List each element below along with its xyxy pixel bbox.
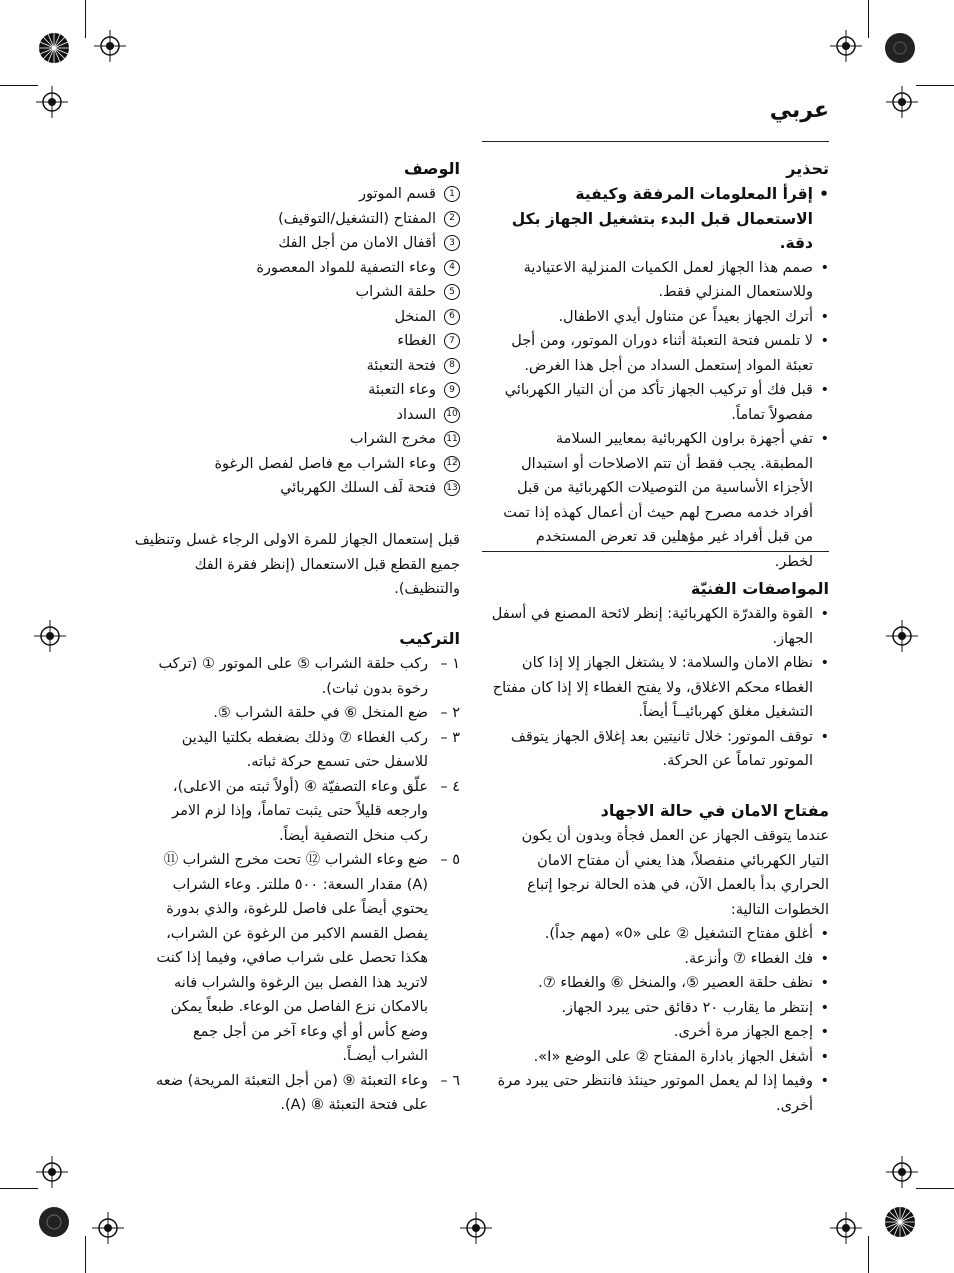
- part-label: مخرج الشراب: [349, 431, 436, 447]
- part-label: وعاء الشراب مع فاصل لفصل الرغوة: [214, 455, 436, 472]
- registration-wheel-icon: [884, 1206, 916, 1238]
- part-number: 5: [444, 284, 460, 300]
- description-heading: الوصف: [403, 159, 460, 178]
- part-number: 8: [444, 358, 460, 374]
- safety-switch-section: [494, 798, 829, 1118]
- part-label: حلقة الشراب: [355, 284, 436, 300]
- specs-list: [484, 602, 829, 774]
- safety-switch-intro: عندما يتوقف الجهاز عن العمل فجأة وبدون أن يكون التيار الكهربائي منفصلاً، هذا يعني أن مفتاح الامان الحراري بدأ بالعمل الآن، في هذه الحالة نرجوا إتباع الخطوات التالية:: [521, 828, 829, 918]
- trim-line: [916, 1188, 954, 1189]
- list-item: • أشغل الجهاز بادارة المفتاح ② على الوضع «I».: [494, 1045, 829, 1070]
- list-item: • نظف حلقة العصير ⑤، والمنخل ⑥ والغطاء ⑦.: [494, 971, 829, 996]
- part-label: المفتاح (التشغيل/التوقيف): [278, 210, 436, 227]
- list-item: [160, 305, 460, 330]
- step-text: ركب حلقة الشراب ⑤ على الموتور ① (تركب رخوة بدون ثبات).: [158, 656, 428, 697]
- assembly-steps: [148, 652, 460, 1118]
- list-item: [160, 329, 460, 354]
- step-text: ضع المنخل ⑥ في حلقة الشراب ⑤.: [213, 705, 428, 721]
- crosshair-icon: [34, 620, 66, 652]
- part-number: 6: [444, 309, 460, 325]
- part-label: وعاء التصفية للمواد المعصورة: [256, 259, 436, 276]
- step-text: ركب الغطاء ⑦ وذلك بضغطه بكلتيا اليدين للاسفل حتى تسمع حركة ثباته.: [181, 729, 428, 770]
- registration-wheel-icon: [38, 1206, 70, 1238]
- list-item: • إقرأ المعلومات المرفقة وكيفية الاستعمال قبل البدء بتشغيل الجهاز بكل دقة.: [499, 182, 829, 256]
- list-item: [148, 1069, 460, 1118]
- list-item: [160, 354, 460, 379]
- safety-switch-heading: مفتاح الامان في حالة الاجهاد: [600, 801, 829, 820]
- part-number: 11: [444, 431, 460, 447]
- part-number: 10: [444, 407, 460, 423]
- list-item: [160, 182, 460, 207]
- registration-wheel-icon: [38, 32, 70, 64]
- crosshair-icon: [94, 30, 126, 62]
- list-item: • لا تلمس فتحة التعبئة أثناء دوران الموتور، ومن أجل تعبئة المواد إستعمل السداد من أجل هذا الغرض.: [499, 329, 829, 378]
- list-item: [160, 231, 460, 256]
- crosshair-icon: [886, 1156, 918, 1188]
- list-item: [160, 207, 460, 232]
- part-number: 13: [444, 480, 460, 496]
- part-label: فتحة التعبئة: [366, 357, 436, 374]
- list-item: • صمم هذا الجهاز لعمل الكميات المنزلية الاعتيادية وللاستعمال المنزلي فقط.: [499, 256, 829, 305]
- assembly-section: [148, 626, 460, 1118]
- list-item: [160, 256, 460, 281]
- part-label: فتحة لَف السلك الكهربائي: [280, 480, 436, 496]
- part-label: قسم الموتور: [359, 186, 436, 202]
- page-title: عربي: [769, 98, 829, 123]
- crosshair-icon: [830, 1212, 862, 1244]
- crosshair-icon: [36, 1156, 68, 1188]
- crosshair-icon: [886, 86, 918, 118]
- first-use-note: قبل إستعمال الجهاز للمرة الاولى الرجاء غسل وتنظيف جميع القطع قبل الاستعمال (إنظر فقرة الفك والتنظيف).: [134, 532, 460, 597]
- list-item: • وفيما إذا لم يعمل الموتور حينئذ فانتظر حتى يبرد مرة أخرى.: [494, 1069, 829, 1118]
- part-number: 12: [444, 456, 460, 472]
- list-item: [160, 403, 460, 428]
- step-number: ٦ –: [440, 1072, 460, 1089]
- part-label: وعاء التعبئة: [368, 382, 436, 398]
- list-item: [160, 378, 460, 403]
- list-item: • تفي أجهزة براون الكهربائية بمعايير السلامة المطبقة. يجب فقط أن تتم الاصلاحات أو استبدال الأجزاء الأساسية من التوصيلات الكهربائية من قبل أفراد خدمه مصرح لهم حيث أن أعمال كهذه إذا تمت من قبل أفراد غير مؤهلين قد تعرض المستخدم لخطر.: [499, 427, 829, 574]
- step-number: ٥ –: [440, 852, 460, 868]
- list-item: [148, 848, 460, 1069]
- trim-line: [85, 0, 86, 38]
- list-item: [160, 280, 460, 305]
- list-item: • إنتظر ما يقارب ٢٠ دقائق حتى يبرد الجهاز.: [494, 996, 829, 1021]
- list-item: • أغلق مفتاح التشغيل ② على «0» (مهم جداً).: [494, 922, 829, 947]
- list-item: • أترك الجهاز بعيداً عن متناول أيدي الاطفال.: [499, 305, 829, 330]
- list-item: • توقف الموتور: خلال ثانيتين بعد إغلاق الجهاز يتوقف الموتور تماماً عن الحركة.: [484, 725, 829, 774]
- trim-line: [85, 1236, 86, 1273]
- crosshair-icon: [36, 86, 68, 118]
- crosshair-icon: [830, 30, 862, 62]
- part-number: 4: [444, 260, 460, 276]
- crosshair-icon: [460, 1212, 492, 1244]
- assembly-heading: التركيب: [399, 629, 460, 648]
- list-item: [148, 775, 460, 849]
- list-item: • إجمع الجهاز مرة أخرى.: [494, 1020, 829, 1045]
- crosshair-icon: [92, 1212, 124, 1244]
- safety-switch-list: [494, 922, 829, 1118]
- step-text: وعاء التعبئة ⑨ (من أجل التعبئة المريحة) ضعه على فتحة التعبئة ⑧ (A).: [155, 1072, 428, 1113]
- part-label: الغطاء: [397, 333, 436, 349]
- part-label: السداد: [396, 406, 436, 423]
- part-number: 2: [444, 211, 460, 227]
- list-item: [160, 452, 460, 477]
- step-number: ٣ –: [440, 729, 460, 746]
- step-number: ١ –: [440, 656, 460, 672]
- warning-list: [499, 182, 829, 574]
- part-label: أقفال الامان من أجل الفك: [278, 235, 436, 251]
- list-item: • القوة والقدرّة الكهربائية: إنظر لائحة المصنع في أسفل الجهاز.: [484, 602, 829, 651]
- step-number: ٢ –: [440, 705, 460, 721]
- part-number: 7: [444, 333, 460, 349]
- list-item: [160, 427, 460, 452]
- warning-heading: تحذير: [786, 159, 829, 178]
- trim-line: [0, 1188, 38, 1189]
- list-item: [148, 726, 460, 775]
- list-item: [148, 652, 460, 701]
- list-item: • فك الغطاء ⑦ وأنزعة.: [494, 947, 829, 972]
- list-item: [160, 476, 460, 501]
- specs-section: [484, 576, 829, 774]
- trim-line: [0, 85, 38, 86]
- part-number: 3: [444, 235, 460, 251]
- crosshair-icon: [886, 620, 918, 652]
- specs-heading: المواصفات الفنيّة: [690, 579, 829, 598]
- list-item: [148, 701, 460, 726]
- registration-dot-icon: [884, 32, 916, 64]
- parts-list: [160, 182, 460, 501]
- section-divider: [482, 141, 829, 142]
- part-label: المنخل: [394, 308, 436, 325]
- warning-section: [499, 156, 829, 574]
- step-text: علّق وعاء التصفيّة ④ (أولاً ثبته من الاعلى)، وارجعه قليلاً حتى يثبت تماماً، وإذا لزم الامر ركب منخل التصفية أيضاً.: [172, 778, 428, 844]
- description-section: [160, 156, 460, 501]
- list-item: • قبل فك أو تركيب الجهاز تأكد من أن التيار الكهربائي مفصولاً تماماً.: [499, 378, 829, 427]
- step-number: ٤ –: [440, 778, 460, 795]
- part-number: 1: [444, 186, 460, 202]
- part-number: 9: [444, 382, 460, 398]
- trim-line: [868, 0, 869, 38]
- trim-line: [868, 1236, 869, 1273]
- step-text: ضع وعاء الشراب ⑫ تحت مخرج الشراب ⑪ (A) مقدار السعة: ٥٠٠ مللتر. وعاء الشراب يحتوي أيضاً على فاصل للرغوة، والذي بدورة يفصل القسم الاكبر من الرغوة عن الشراب، هكذا تحصل على شراب صافي، وفيما إذا كنت لاتريد هذا الفصل بين الرغوة والشراب فانه بالامكان نزع الفاصل من الوعاء. طبعاً يمكن وضع كأس أو أي وعاء آخر من أجل جمع الشراب أيضـاً.: [156, 852, 428, 1064]
- list-item: • نظام الامان والسلامة: لا يشتغل الجهاز إلا إذا كان الغطاء محكم الاغلاق، ولا يفتح الغطاء إلا إذا كان مفتاح التشغيل مغلق كهربائيــاً أيضاً.: [484, 651, 829, 725]
- trim-line: [916, 85, 954, 86]
